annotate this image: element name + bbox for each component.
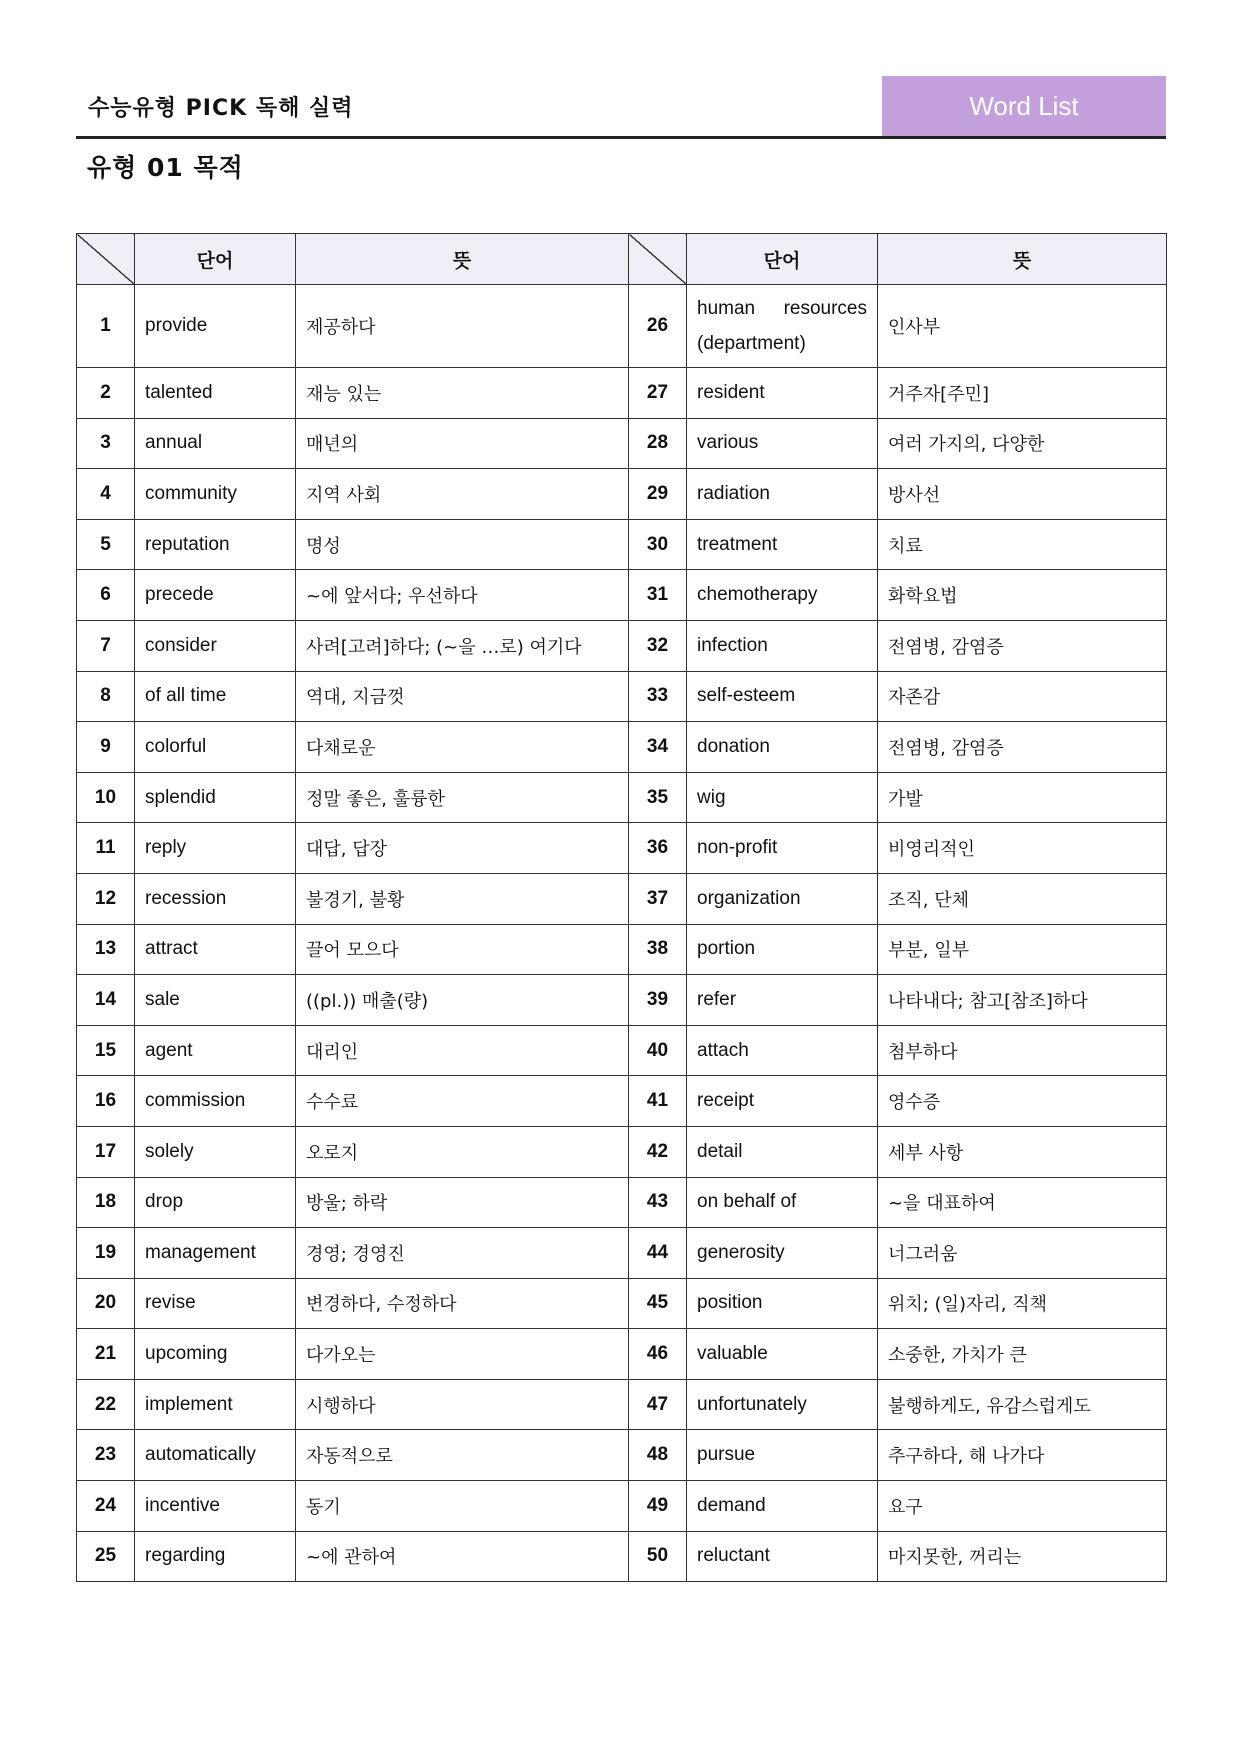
entry-meaning: 나타내다; 참고[참조]하다 <box>878 975 1167 1026</box>
entry-meaning: 지역 사회 <box>296 469 629 520</box>
entry-number: 50 <box>629 1531 687 1582</box>
entry-number: 45 <box>629 1278 687 1329</box>
entry-word: reluctant <box>687 1531 878 1582</box>
entry-meaning: 너그러움 <box>878 1228 1167 1279</box>
entry-word: sale <box>135 975 296 1026</box>
entry-word: attach <box>687 1025 878 1076</box>
entry-meaning: 정말 좋은, 훌륭한 <box>296 772 629 823</box>
entry-number: 14 <box>77 975 135 1026</box>
entry-meaning: 소중한, 가치가 큰 <box>878 1329 1167 1380</box>
entry-word: human resources (department) <box>687 285 878 368</box>
entry-number: 43 <box>629 1177 687 1228</box>
entry-word: precede <box>135 570 296 621</box>
entry-meaning: ~을 대표하여 <box>878 1177 1167 1228</box>
entry-word: chemotherapy <box>687 570 878 621</box>
entry-meaning: 동기 <box>296 1481 629 1532</box>
entry-number: 21 <box>77 1329 135 1380</box>
entry-number: 44 <box>629 1228 687 1279</box>
table-row <box>77 1278 1167 1329</box>
entry-word: provide <box>135 285 296 368</box>
entry-meaning: 제공하다 <box>296 285 629 368</box>
entry-word: incentive <box>135 1481 296 1532</box>
entry-word: regarding <box>135 1531 296 1582</box>
table-row <box>77 1329 1167 1380</box>
table-row <box>77 368 1167 419</box>
entry-meaning: 방사선 <box>878 469 1167 520</box>
table-row <box>77 823 1167 874</box>
entry-meaning: 재능 있는 <box>296 368 629 419</box>
table-row <box>77 1126 1167 1177</box>
table-row <box>77 873 1167 924</box>
entry-number: 9 <box>77 722 135 773</box>
entry-number: 36 <box>629 823 687 874</box>
entry-number: 24 <box>77 1481 135 1532</box>
entry-meaning: ~에 앞서다; 우선하다 <box>296 570 629 621</box>
entry-number: 30 <box>629 519 687 570</box>
entry-number: 8 <box>77 671 135 722</box>
entry-word: generosity <box>687 1228 878 1279</box>
entry-number: 1 <box>77 285 135 368</box>
entry-meaning: 인사부 <box>878 285 1167 368</box>
entry-word: organization <box>687 873 878 924</box>
entry-number: 15 <box>77 1025 135 1076</box>
entry-number: 37 <box>629 873 687 924</box>
entry-word: valuable <box>687 1329 878 1380</box>
entry-word: on behalf of <box>687 1177 878 1228</box>
entry-number: 48 <box>629 1430 687 1481</box>
table-row <box>77 671 1167 722</box>
entry-meaning: 끌어 모으다 <box>296 924 629 975</box>
entry-number: 4 <box>77 469 135 520</box>
entry-word: demand <box>687 1481 878 1532</box>
entry-number: 40 <box>629 1025 687 1076</box>
entry-number: 18 <box>77 1177 135 1228</box>
entry-word: radiation <box>687 469 878 520</box>
entry-meaning: 요구 <box>878 1481 1167 1532</box>
entry-meaning: 전염병, 감염증 <box>878 620 1167 671</box>
entry-number: 29 <box>629 469 687 520</box>
table-row <box>77 722 1167 773</box>
entry-word: attract <box>135 924 296 975</box>
entry-word: unfortunately <box>687 1379 878 1430</box>
word-rows <box>77 285 1167 1582</box>
entry-meaning: 가발 <box>878 772 1167 823</box>
entry-number: 11 <box>77 823 135 874</box>
entry-meaning: 자존감 <box>878 671 1167 722</box>
entry-meaning: 전염병, 감염증 <box>878 722 1167 773</box>
entry-meaning: 위치; (일)자리, 직책 <box>878 1278 1167 1329</box>
entry-number: 23 <box>77 1430 135 1481</box>
entry-meaning: 추구하다, 해 나가다 <box>878 1430 1167 1481</box>
table-row <box>77 924 1167 975</box>
table-row <box>77 772 1167 823</box>
entry-meaning: 조직, 단체 <box>878 873 1167 924</box>
entry-word: position <box>687 1278 878 1329</box>
entry-number: 32 <box>629 620 687 671</box>
entry-number: 35 <box>629 772 687 823</box>
entry-word: of all time <box>135 671 296 722</box>
entry-number: 12 <box>77 873 135 924</box>
entry-meaning: 사려[고려]하다; (~을 …로) 여기다 <box>296 620 629 671</box>
table-row <box>77 1228 1167 1279</box>
table-row <box>77 469 1167 520</box>
entry-number: 41 <box>629 1076 687 1127</box>
entry-word: upcoming <box>135 1329 296 1380</box>
entry-meaning: 불경기, 불황 <box>296 873 629 924</box>
table-row <box>77 620 1167 671</box>
entry-word: self-esteem <box>687 671 878 722</box>
entry-meaning: 방울; 하락 <box>296 1177 629 1228</box>
entry-number: 6 <box>77 570 135 621</box>
entry-number: 33 <box>629 671 687 722</box>
entry-meaning: 거주자[주민] <box>878 368 1167 419</box>
entry-number: 31 <box>629 570 687 621</box>
entry-meaning: 변경하다, 수정하다 <box>296 1278 629 1329</box>
table-row <box>77 1025 1167 1076</box>
entry-meaning: 여러 가지의, 다양한 <box>878 418 1167 469</box>
entry-meaning: 불행하게도, 유감스럽게도 <box>878 1379 1167 1430</box>
entry-meaning: 매년의 <box>296 418 629 469</box>
entry-meaning: 부분, 일부 <box>878 924 1167 975</box>
entry-meaning: 첨부하다 <box>878 1025 1167 1076</box>
entry-word: agent <box>135 1025 296 1076</box>
entry-word: detail <box>687 1126 878 1177</box>
entry-meaning: 역대, 지금껏 <box>296 671 629 722</box>
entry-meaning: 자동적으로 <box>296 1430 629 1481</box>
table-row <box>77 1076 1167 1127</box>
table-header-row <box>77 234 1167 285</box>
entry-number: 17 <box>77 1126 135 1177</box>
page-header <box>76 76 1166 139</box>
entry-word: non-profit <box>687 823 878 874</box>
entry-meaning: 치료 <box>878 519 1167 570</box>
entry-word: management <box>135 1228 296 1279</box>
entry-word: revise <box>135 1278 296 1329</box>
entry-number: 2 <box>77 368 135 419</box>
entry-meaning: 다가오는 <box>296 1329 629 1380</box>
entry-meaning: 수수료 <box>296 1076 629 1127</box>
diagonal-corner-cell <box>77 234 135 285</box>
entry-meaning: 대리인 <box>296 1025 629 1076</box>
table-row <box>77 285 1167 368</box>
entry-word: pursue <box>687 1430 878 1481</box>
entry-number: 16 <box>77 1076 135 1127</box>
table-row <box>77 1379 1167 1430</box>
entry-number: 28 <box>629 418 687 469</box>
entry-word: splendid <box>135 772 296 823</box>
entry-number: 3 <box>77 418 135 469</box>
entry-meaning: 시행하다 <box>296 1379 629 1430</box>
entry-number: 7 <box>77 620 135 671</box>
entry-meaning: 대답, 답장 <box>296 823 629 874</box>
entry-word: commission <box>135 1076 296 1127</box>
column-header-word: 단어 <box>135 234 296 285</box>
entry-word: talented <box>135 368 296 419</box>
entry-word: drop <box>135 1177 296 1228</box>
entry-word: consider <box>135 620 296 671</box>
table-row <box>77 519 1167 570</box>
entry-number: 26 <box>629 285 687 368</box>
entry-word: annual <box>135 418 296 469</box>
entry-word: automatically <box>135 1430 296 1481</box>
table-row <box>77 1430 1167 1481</box>
table-row <box>77 418 1167 469</box>
entry-meaning: 명성 <box>296 519 629 570</box>
entry-number: 22 <box>77 1379 135 1430</box>
entry-meaning: 오로지 <box>296 1126 629 1177</box>
column-header-meaning: 뜻 <box>296 234 629 285</box>
entry-number: 25 <box>77 1531 135 1582</box>
entry-number: 13 <box>77 924 135 975</box>
diagonal-corner-cell <box>629 234 687 285</box>
entry-word: reputation <box>135 519 296 570</box>
entry-word: various <box>687 418 878 469</box>
entry-meaning: 경영; 경영진 <box>296 1228 629 1279</box>
entry-number: 42 <box>629 1126 687 1177</box>
entry-word: treatment <box>687 519 878 570</box>
word-table <box>76 233 1167 1582</box>
table-row <box>77 975 1167 1026</box>
entry-number: 20 <box>77 1278 135 1329</box>
entry-number: 38 <box>629 924 687 975</box>
column-header-word: 단어 <box>687 234 878 285</box>
entry-word: recession <box>135 873 296 924</box>
column-header-meaning: 뜻 <box>878 234 1167 285</box>
entry-meaning: 화학요법 <box>878 570 1167 621</box>
entry-number: 19 <box>77 1228 135 1279</box>
table-row <box>77 1481 1167 1532</box>
entry-number: 49 <box>629 1481 687 1532</box>
entry-meaning: 세부 사항 <box>878 1126 1167 1177</box>
entry-number: 27 <box>629 368 687 419</box>
unit-title: 유형 01 목적 <box>87 153 244 182</box>
entry-word: portion <box>687 924 878 975</box>
entry-number: 34 <box>629 722 687 773</box>
table-row <box>77 1177 1167 1228</box>
entry-word: resident <box>687 368 878 419</box>
entry-word: community <box>135 469 296 520</box>
table-row <box>77 570 1167 621</box>
entry-meaning: ~에 관하여 <box>296 1531 629 1582</box>
entry-word: refer <box>687 975 878 1026</box>
entry-word: wig <box>687 772 878 823</box>
entry-word: colorful <box>135 722 296 773</box>
entry-meaning: 영수증 <box>878 1076 1167 1127</box>
entry-number: 5 <box>77 519 135 570</box>
entry-meaning: 마지못한, 꺼리는 <box>878 1531 1167 1582</box>
series-title: 수능유형 PICK 독해 실력 <box>88 96 354 121</box>
entry-number: 10 <box>77 772 135 823</box>
entry-meaning: ((pl.)) 매출(량) <box>296 975 629 1026</box>
entry-number: 47 <box>629 1379 687 1430</box>
entry-word: receipt <box>687 1076 878 1127</box>
table-row <box>77 1531 1167 1582</box>
entry-meaning: 비영리적인 <box>878 823 1167 874</box>
entry-number: 39 <box>629 975 687 1026</box>
entry-meaning: 다채로운 <box>296 722 629 773</box>
entry-number: 46 <box>629 1329 687 1380</box>
entry-word: solely <box>135 1126 296 1177</box>
entry-word: reply <box>135 823 296 874</box>
word-list-tab: Word List <box>882 76 1166 136</box>
entry-word: infection <box>687 620 878 671</box>
entry-word: donation <box>687 722 878 773</box>
entry-word: implement <box>135 1379 296 1430</box>
